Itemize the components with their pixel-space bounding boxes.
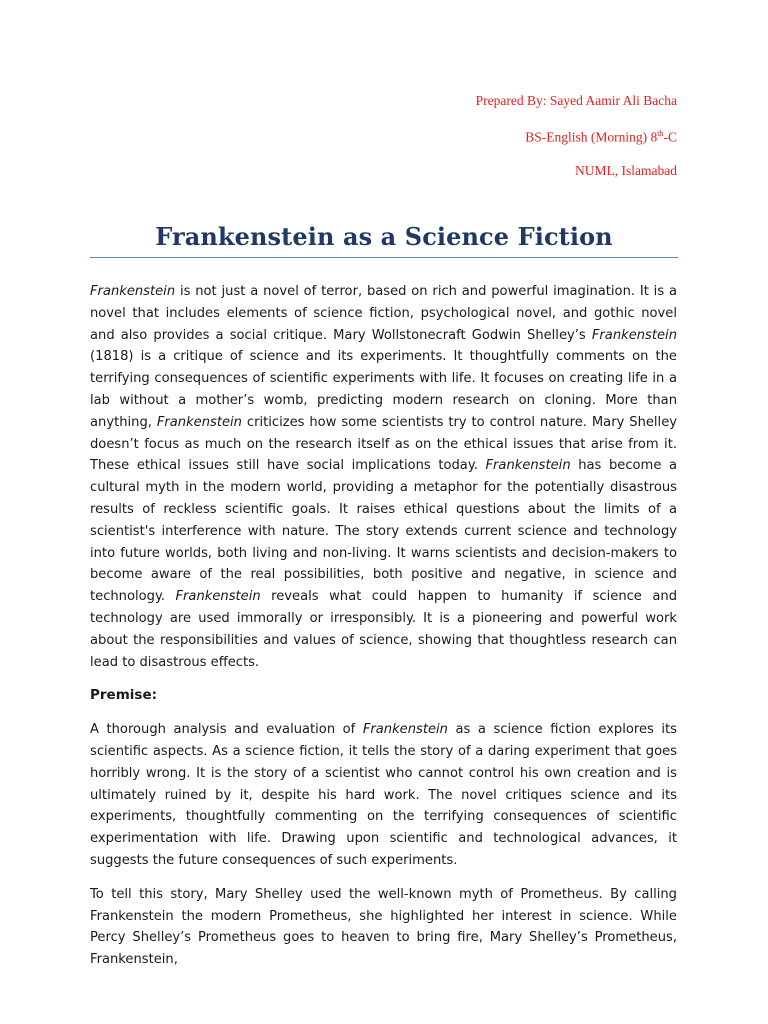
program-prefix: BS-English (Morning) 8 <box>525 129 658 145</box>
text-run: as a science fiction explores its scientific aspects. As a science fiction, it tells the story of a daring experiment that goes horribly wrong. It is the story of a scientist who cannot control his own creation and is ultimately ruined by it, despite his hard work. The novel critiques science and its experiments, thoughtfully commenting on the terrifying consequences of scientific experimentation with life. Drawing upon scientific and technological advances, it suggests the future consequences of such experiments. <box>90 722 677 868</box>
book-title: Frankenstein <box>175 589 261 605</box>
paragraph-premise <box>90 719 677 872</box>
paragraph-prometheus: To tell this story, Mary Shelley used the well-known myth of Prometheus. By calling Frankenstein the modern Prometheus, she highlighted her interest in science. While Percy Shelley’s Prometheus goes to heaven to bring fire, Mary Shelley’s Prometheus, Frankenstein, <box>90 886 677 968</box>
text-run: criticizes how some scientists try to control nature. Mary Shelley doesn’t focus as much on the research itself as on the ethical issues that arise from it. These ethical issues still have social implications today. <box>90 414 678 474</box>
prepared-by: Prepared By: Sayed Aamir Ali Bacha <box>475 93 677 108</box>
text-run: reveals what could happen to humanity if science and technology are used immorally or irresponsibly. It is a pioneering and powerful work about the responsibilities and values of science, showing that thoughtless research can lead to disastrous effects. <box>90 589 678 670</box>
program <box>476 125 677 146</box>
text-run: has become a cultural myth in the modern world, providing a metaphor for the potentially disastrous results of reckless scientific goals. It raises ethical questions about the limits of a scientist's interference with nature. The story extends current science and technology into future worlds, both living and non-living. It warns scientists and decision-makers to become aware of the real possibilities, both positive and negative, in science and technology. <box>90 458 678 605</box>
book-title: Frankenstein <box>591 327 677 343</box>
document-title: Frankenstein as a Science Fiction <box>90 222 678 258</box>
author-info <box>476 92 677 195</box>
book-title: Frankenstein <box>90 284 176 299</box>
book-title: Frankenstein <box>156 414 242 430</box>
text-run: A thorough analysis and evaluation of <box>90 722 363 738</box>
premise-heading: Premise: <box>90 687 157 704</box>
text-run: (1818) is a critique of science and its experiments. It thoughtfully comments on the terrifying consequences of scientific experiments with life. It focuses on creating life in a lab without a mother’s womb, predicting modern research on cloning. More than anything, <box>90 349 677 430</box>
paragraph-intro <box>90 281 677 673</box>
book-title: Frankenstein <box>362 722 448 738</box>
institution: NUML, Islamabad <box>575 162 677 178</box>
text-run: is not just a novel of terror, based on rich and powerful imagination. It is a novel that includes elements of science fiction, psychological novel, and gothic novel and also provides a social critique. Mary Wollstonecraft Godwin Shelley’s <box>90 284 677 343</box>
document-body <box>90 281 677 983</box>
program-suffix: -C <box>663 129 677 145</box>
book-title: Frankenstein <box>485 458 571 474</box>
program-sup: th <box>657 129 664 138</box>
